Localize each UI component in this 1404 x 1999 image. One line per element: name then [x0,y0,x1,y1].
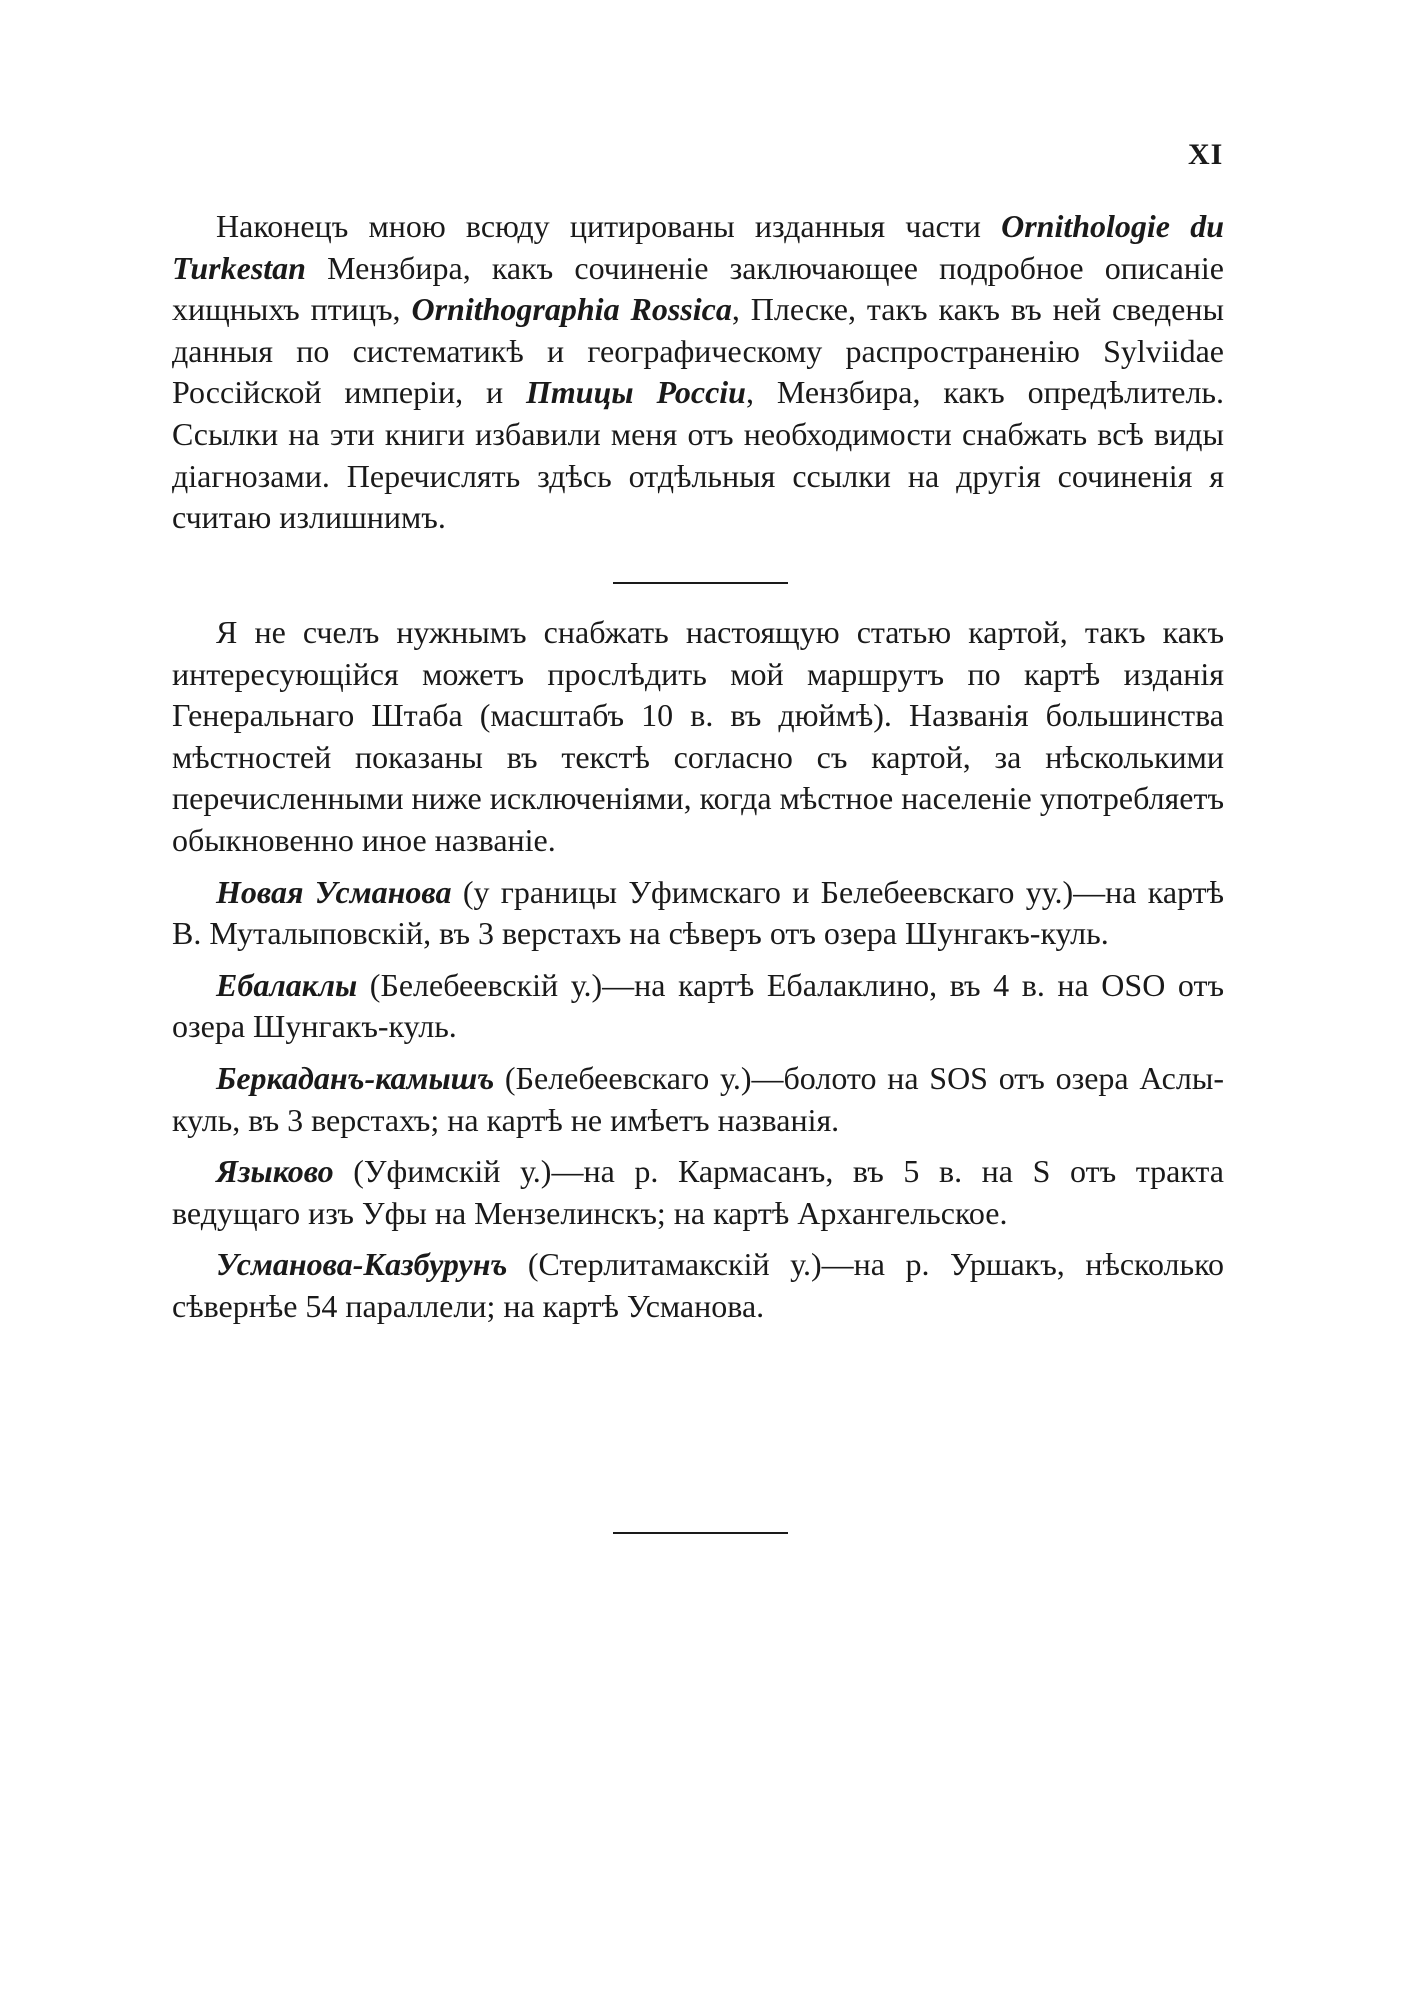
place-name: Ебалаклы [216,966,358,1003]
place-entry [172,1244,1224,1327]
place-entry [172,1058,1224,1141]
paragraph-citations [172,206,1224,539]
text-span: Наконецъ мною всюду цитированы изданныя части [216,208,1002,244]
place-entry [172,965,1224,1048]
text-span: Мензбира, какъ сочиненіе заключающее подробное описаніе хищныхъ птицъ, [172,249,1224,328]
book-title: Птицы Россіи [526,374,746,411]
page-number: XI [1188,138,1224,171]
section-citations [172,206,1224,539]
book-title: Ornithographia Rossica [411,291,732,328]
text-span: , Мензбира, какъ опредѣлитель. Ссылки на эти книги избавили меня отъ необходимости снабжать всѣ виды діагнозами. Перечислять здѣсь отдѣльныя ссылки на другія сочиненія я считаю излишнимъ. [172,374,1225,536]
place-description: (Стерлитамакскій у.)—на р. Уршакъ, нѣсколько сѣвернѣе 54 параллели; на картѣ Усманова. [172,1246,1224,1324]
place-entry [172,872,1224,955]
place-description: (Белебеевскій у.)—на картѣ Ебалаклино, въ 4 в. на OSO отъ озера Шунгакъ-куль. [172,966,1224,1045]
place-entry [172,1151,1224,1234]
place-description: (Уфимскій у.)—на р. Кармасанъ, въ 5 в. на S отъ тракта ведущаго изъ Уфы на Мензелинскъ; на картѣ Архангельское. [172,1153,1224,1231]
place-name: Беркаданъ-камышъ [216,1059,495,1096]
end-divider [613,1532,788,1534]
text-span: , Плеске, такъ какъ въ ней сведены данныя по систематикѣ и географическому распространенію Sylviidae Россійской имперіи, и [172,291,1225,411]
place-description: (у границы Уфимскаго и Белебеевскаго уу.)—на картѣ В. Муталыповскій, въ 3 верстахъ на сѣверъ отъ озера Шунгакъ-куль. [172,873,1225,952]
place-name: Усманова-Казбурунъ [216,1246,508,1283]
place-name: Языково [216,1153,334,1190]
book-title: Ornithologie du Turkestan [172,208,1225,286]
section-divider [613,582,788,584]
paragraph-map-intro: Я не счелъ нужнымъ снабжать настоящую статью картой, такъ какъ интересующійся можетъ прослѣдить мой маршрутъ по картѣ изданія Генеральнаго Штаба (масштабъ 10 в. въ дюймѣ). Названія большинства мѣстностей показаны въ текстѣ согласно съ картой, за нѣсколькими перечисленными ниже исключеніями, когда мѣстное населеніе употребляетъ обыкновенно иное названіе. [172,614,1224,858]
section-place-names [172,612,1224,1328]
place-name: Новая Усманова [216,873,452,910]
place-description: (Белебеевскаго у.)—болото на SOS отъ озера Аслы-куль, въ 3 верстахъ; на картѣ не имѣетъ названія. [172,1059,1224,1138]
